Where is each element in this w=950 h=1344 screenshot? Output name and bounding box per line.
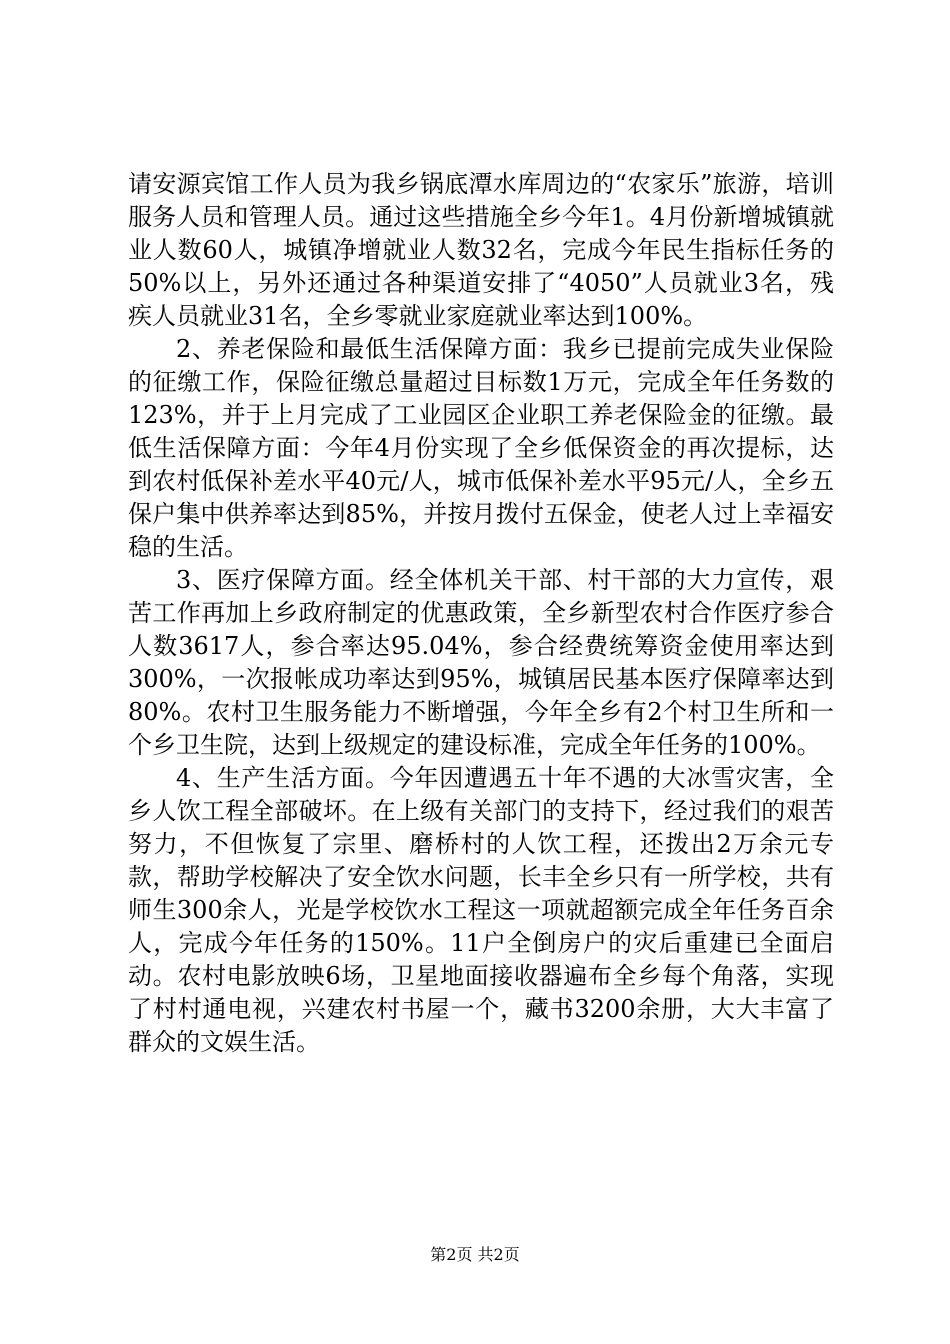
- paragraph-1: 请安源宾馆工作人员为我乡锅底潭水库周边的“农家乐”旅游，培训服务人员和管理人员。通过这些措施全乡今年1。4月份新增城镇就业人数60人，城镇净增就业人数32名，完成今年民生指标任务的50%以上，另外还通过各种渠道安排了“4050”人员就业3名，残疾人员就业31名，全乡零就业家庭就业率达到100%。: [128, 170, 834, 330]
- page-footer: 第2页 共2页: [430, 1245, 520, 1264]
- paragraph-4: 4、生产生活方面。今年因遭遇五十年不遇的大冰雪灾害，全乡人饮工程全部破坏。在上级有关部门的支持下，经过我们的艰苦努力，不但恢复了宗里、磨桥村的人饮工程，还拨出2万余元专款，帮助学校解决了安全饮水问题，长丰全乡只有一所学校，共有师生300余人，光是学校饮水工程这一项就超额完成全年任务百余人，完成今年任务的150%。11户全倒房户的灾后重建已全面启动。农村电影放映6场，卫星地面接收器遍布全乡每个角落，实现了村村通电视，兴建农村书屋一个，藏书3200余册，大大丰富了群众的文娱生活。: [128, 764, 834, 1056]
- paragraph-3: 3、医疗保障方面。经全体机关干部、村干部的大力宣传，艰苦工作再加上乡政府制定的优惠政策，全乡新型农村合作医疗参合人数3617人，参合率达95.04%，参合经费统筹资金使用率达到300%，一次报帐成功率达到95%，城镇居民基本医疗保障率达到80%。农村卫生服务能力不断增强，今年全乡有2个村卫生所和一个乡卫生院，达到上级规定的建设标准，完成全年任务的100%。: [128, 566, 834, 759]
- document-body: [128, 168, 834, 1059]
- paragraph-2: 2、养老保险和最低生活保障方面：我乡已提前完成失业保险的征缴工作，保险征缴总量超过目标数1万元，完成全年任务数的123%，并于上月完成了工业园区企业职工养老保险金的征缴。最低生活保障方面：今年4月份实现了全乡低保资金的再次提标，达到农村低保补差水平40元/人，城市低保补差水平95元/人，全乡五保户集中供养率达到85%，并按月拨付五保金，使老人过上幸福安稳的生活。: [128, 335, 834, 561]
